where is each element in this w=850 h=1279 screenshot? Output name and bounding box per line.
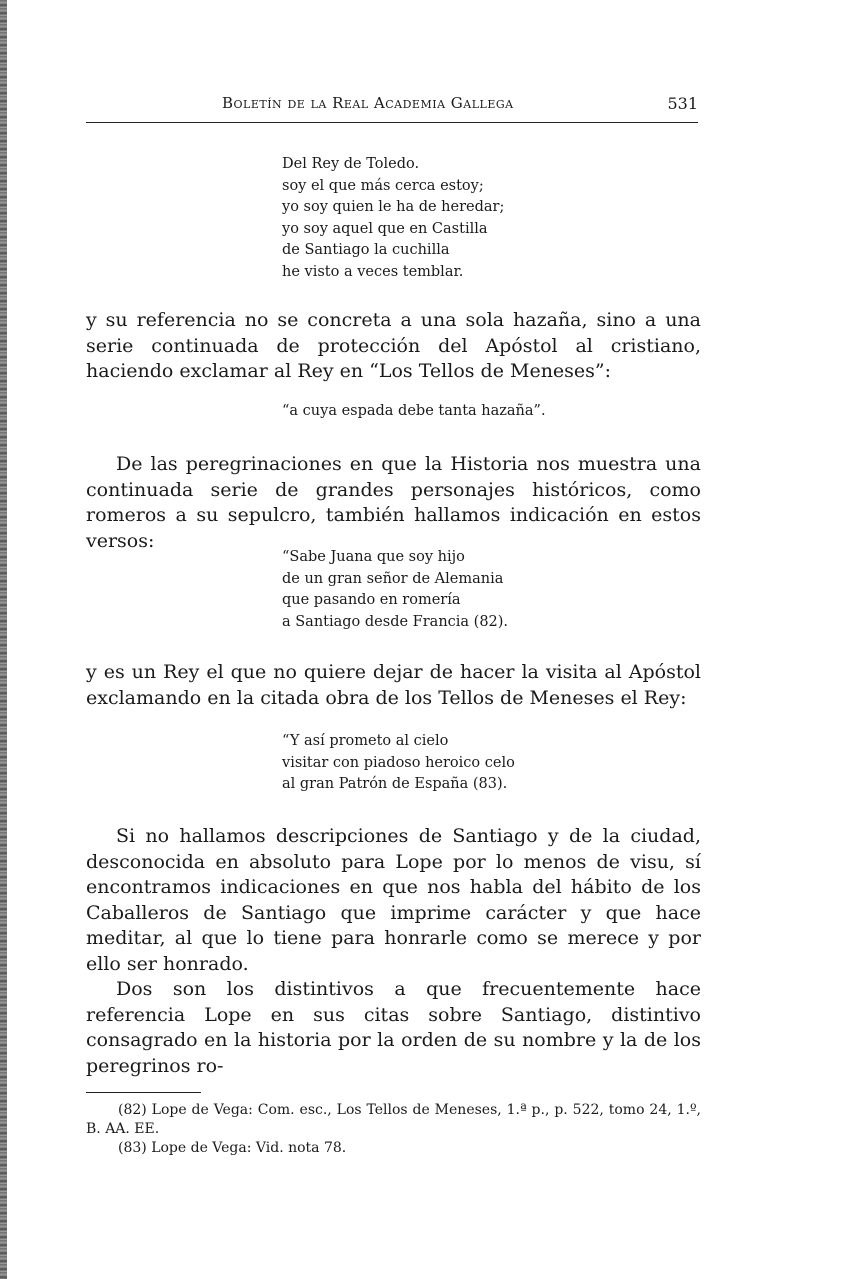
page-number: 531 <box>667 94 698 113</box>
paragraph-text: Dos son los distintivos a que frecuentemente hace referencia Lope en sus citas sobre Santiago, distintivo consagrado en la historia por la orden de su nombre y la de los peregrinos ro- <box>86 978 701 1077</box>
footnote-rule <box>86 1092 201 1093</box>
verse-line: visitar con piadoso heroico celo <box>282 754 515 771</box>
footnote-82: (82) Lope de Vega: Com. esc., Los Tellos de Meneses, 1.ª p., p. 522, tomo 24, 1.º, B. AA. EE. <box>86 1102 701 1137</box>
paragraph-text: De las peregrinaciones en que la Historia nos muestra una continuada serie de grandes personajes históricos, como romeros a su sepulcro, también hallamos indicación en estos versos: <box>86 453 701 552</box>
verse-line: “Sabe Juana que soy hijo <box>282 549 465 565</box>
verse-line: yo soy aquel que en Castilla <box>282 220 488 237</box>
paragraph-text: Si no hallamos descripciones de Santiago y de la ciudad, desconocida en absoluto para Lope por lo menos de visu, sí encontramos indicaciones en que nos habla del hábito de los Caballeros de Santiago que imprime carácter y que hace meditar, al que lo tiene para honrarle como se merece y por ello ser honrado. <box>86 825 701 975</box>
footnotes <box>86 1101 701 1158</box>
paragraph-2 <box>86 452 701 554</box>
verse-block-2 <box>282 401 546 423</box>
running-header <box>86 94 698 118</box>
header-rule <box>86 122 698 123</box>
paragraph-3 <box>86 660 701 711</box>
paragraph-text: y es un Rey el que no quiere dejar de hacer la visita al Apóstol exclamando en la citada obra de los Tellos de Meneses el Rey: <box>86 661 701 709</box>
verse-line: de Santiago la cuchilla <box>282 242 450 258</box>
verse-line: “Y así prometo al cielo <box>282 733 449 749</box>
verse-line: a Santiago desde Francia (82). <box>282 613 509 630</box>
book-spine-edge <box>0 0 7 1279</box>
verse-line: Del Rey de Toledo. <box>282 156 420 172</box>
paragraph-text: y su referencia no se concreta a una sola hazaña, sino a una serie continuada de protección del Apóstol al cristiano, haciendo exclamar al Rey en “Los Tellos de Meneses”: <box>86 309 701 382</box>
verse-line: “a cuya espada debe tanta hazaña”. <box>282 403 546 419</box>
verse-line: que pasando en romería <box>282 592 461 608</box>
verse-line: yo soy quien le ha de heredar; <box>282 199 505 215</box>
verse-line: de un gran señor de Alemania <box>282 570 504 587</box>
footnote-83: (83) Lope de Vega: Vid. nota 78. <box>118 1140 347 1156</box>
verse-block-3 <box>282 547 508 633</box>
verse-block-1 <box>282 154 504 283</box>
verse-line: soy el que más cerca estoy; <box>282 177 484 194</box>
verse-line: al gran Patrón de España (83). <box>282 776 508 792</box>
journal-title: Boletín de la Real Academia Gallega <box>222 94 514 112</box>
paragraph-1 <box>86 308 701 385</box>
verse-block-4 <box>282 731 515 796</box>
paragraph-4 <box>86 824 701 1079</box>
verse-line: he visto a veces temblar. <box>282 263 464 280</box>
